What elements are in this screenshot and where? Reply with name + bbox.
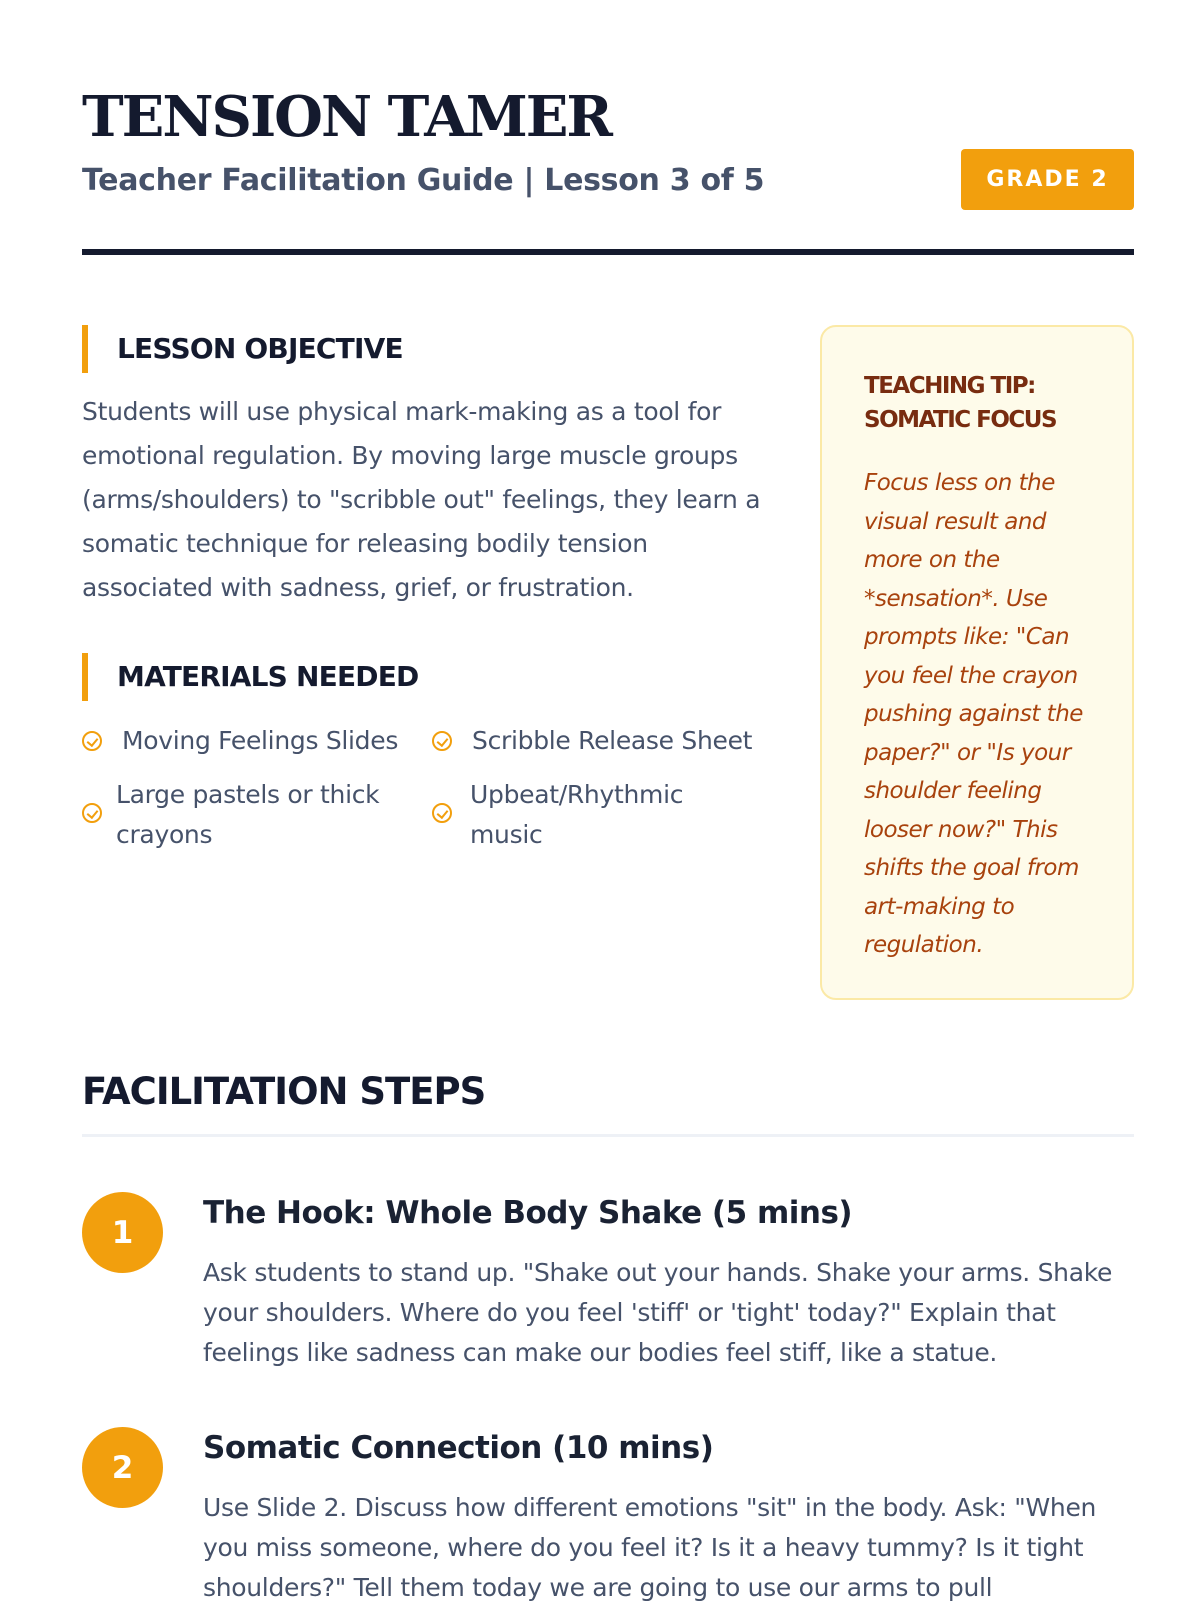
teaching-tip-box (820, 325, 1134, 1000)
step-title: The Hook: Whole Body Shake (5 mins) (203, 1195, 853, 1231)
check-circle-icon (82, 803, 102, 823)
header-divider (82, 249, 1134, 255)
material-item: Scribble Release Sheet (472, 726, 753, 755)
step-number-badge: 2 (82, 1427, 163, 1508)
steps-divider (82, 1134, 1134, 1137)
tip-title: TEACHING TIP: SOMATIC FOCUS (864, 373, 1057, 433)
objective-text: Students will use physical mark-making as a tool for emotional regulation. By moving large muscle groups (arms/shoulders) to "scribble out" feelings, they learn a somatic technique for releasing bodily tension associated with sadness, grief, or frustration. (82, 397, 761, 602)
material-item: Large pastels or thick crayons (116, 780, 380, 849)
check-circle-icon (432, 731, 452, 751)
page-subtitle: Teacher Facilitation Guide | Lesson 3 of 5 (82, 163, 765, 198)
step-title: Somatic Connection (10 mins) (203, 1430, 714, 1466)
check-circle-icon (432, 803, 452, 823)
objective-heading: LESSON OBJECTIVE (82, 325, 403, 373)
step-text: Use Slide 2. Discuss how different emotions "sit" in the body. Ask: "When you miss someone, where do you feel it? Is it a heavy tummy? Is it tight shoulders?" Tell them today we are going to use our arms to pull (203, 1493, 1097, 1602)
material-item: Upbeat/Rhythmic music (470, 780, 684, 849)
material-item: Moving Feelings Slides (122, 726, 399, 755)
grade-badge: GRADE 2 (961, 149, 1134, 210)
step-text: Ask students to stand up. "Shake out your hands. Shake your arms. Shake your shoulders. Where do you feel 'stiff' or 'tight' today?" Explain that feelings like sadness can make our bodies feel stiff, like a statue. (203, 1258, 1113, 1367)
materials-heading: MATERIALS NEEDED (82, 653, 419, 701)
steps-heading: FACILITATION STEPS (82, 1070, 486, 1113)
step-number-badge: 1 (82, 1192, 163, 1273)
tip-body: Focus less on the visual result and more on the *sensation*. Use prompts like: "Can you feel the crayon pushing against the paper?" or "Is your shoulder feeling looser now?" This shifts the goal from art-making to regulation. (864, 470, 1083, 958)
page-title: TENSION TAMER (82, 84, 611, 150)
check-circle-icon (82, 731, 102, 751)
